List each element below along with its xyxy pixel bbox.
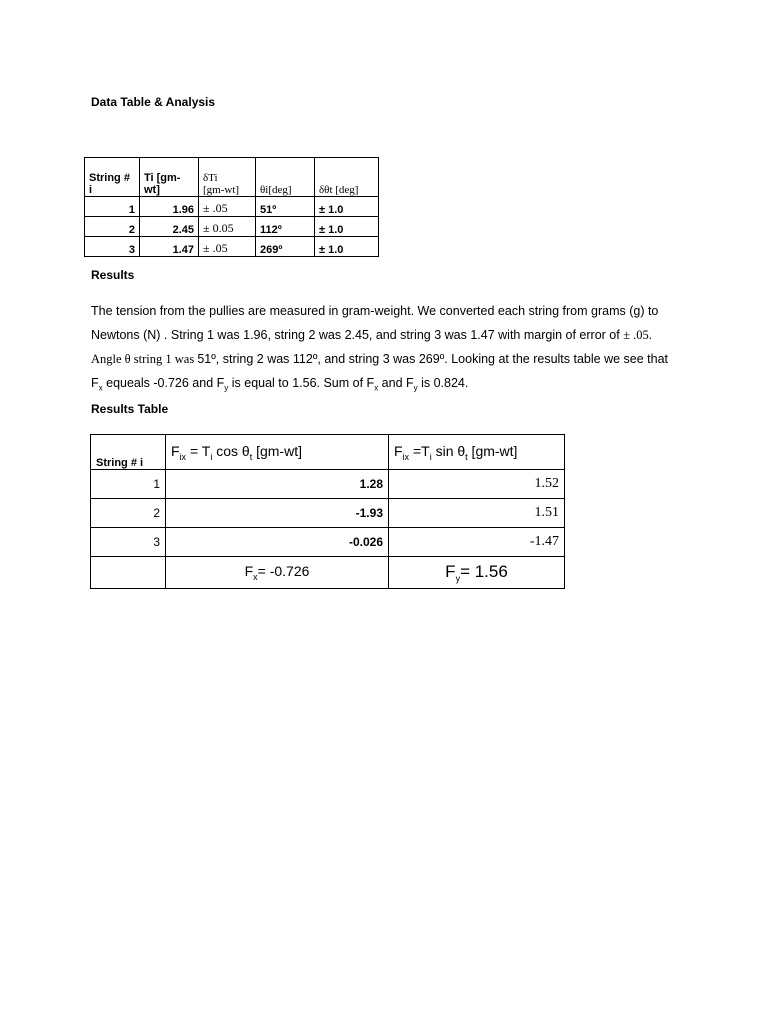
subscript: x [253,571,258,582]
header-dti [199,158,256,197]
subscript: i [429,451,432,462]
table-row [85,217,379,237]
fiy-text: sin θ [431,442,466,459]
table-row [91,528,565,557]
fiy-unit: [gm-wt] [467,442,518,459]
fx-symbol: F [244,563,254,580]
paragraph-text: The tension from the pullies are measured in gram-weight. We converted each string from grams (g) to Newtons (N) . String 1 was 1.96, string 2 was 2.45, and string 3 was 1.47 with margin of error of [91,304,659,342]
header-string: String # i [85,158,140,197]
table-row [85,197,379,217]
subscript: x [374,383,379,393]
subscript: x [98,383,103,393]
header-string: String # i [91,435,166,470]
paragraph-text: and F [378,376,414,390]
cell-theta: 51º [256,197,315,217]
cell-i: 1 [91,470,166,499]
cell-dtheta: ± 1.0 [315,197,379,217]
subscript: y [455,573,461,584]
cell-dt: ± 0.05 [199,217,256,237]
header-ti: Ti [gm-wt] [140,158,199,197]
cell-theta: 269º [256,237,315,257]
table-row [91,499,565,528]
cell-fx-total [166,557,389,589]
table-row [91,470,565,499]
header-dtheta: δθt [deg] [315,158,379,197]
header-fix [166,435,389,470]
subscript: y [413,383,418,393]
subscript: y [224,383,229,393]
cell-fy: 1.52 [389,470,565,499]
subscript: i [210,451,213,462]
cell-dtheta: ± 1.0 [315,237,379,257]
cell-t: 1.96 [140,197,199,217]
fiy-symbol: F [394,442,403,459]
fy-symbol: F [445,561,456,581]
paragraph-text-serif: ± .05. Angle θ string 1 was [91,328,652,366]
fx-total-value: = -0.726 [257,563,310,580]
cell-empty [91,557,166,589]
cell-fy-total [389,557,565,589]
cell-i: 2 [85,217,140,237]
cell-i: 1 [85,197,140,217]
paragraph-text: 51º, string 2 was 112º, and string 3 was 269º. Looking at the results table we see that F [91,352,669,390]
cell-t: 2.45 [140,217,199,237]
paragraph-text: is 0.824. [417,376,469,390]
subscript: ix [402,451,410,462]
cell-fx: -0.026 [166,528,389,557]
header-fiy [389,435,565,470]
data-table [84,157,379,257]
subscript: t [249,451,253,462]
cell-i: 3 [85,237,140,257]
results-table-heading: Results Table [91,402,169,416]
cell-dtheta: ± 1.0 [315,217,379,237]
header-dti-symbol: δTi [203,172,218,184]
fix-text: cos θ [212,442,250,459]
fix-symbol: F [171,442,180,459]
cell-fx: -1.93 [166,499,389,528]
fix-unit: [gm-wt] [252,442,302,459]
cell-i: 3 [91,528,166,557]
paragraph-text: equeals -0.726 and F [102,376,225,390]
cell-fx: 1.28 [166,470,389,499]
cell-dt: ± .05 [199,197,256,217]
cell-dt: ± .05 [199,237,256,257]
subscript: ix [179,451,187,462]
header-dti-unit: [gm-wt] [203,184,240,196]
cell-fy: -1.47 [389,528,565,557]
results-table [90,434,565,589]
fiy-text: =T [409,442,430,459]
results-paragraph [91,299,671,401]
cell-theta: 112º [256,217,315,237]
cell-i: 2 [91,499,166,528]
paragraph-text: is equal to 1.56. Sum of F [228,376,375,390]
cell-t: 1.47 [140,237,199,257]
data-table-header-row [85,158,379,197]
data-table-heading: Data Table & Analysis [91,95,216,109]
subscript: t [465,451,468,462]
header-theta: θi[deg] [256,158,315,197]
fix-text: = T [186,442,211,459]
totals-row [91,557,565,589]
cell-fy: 1.51 [389,499,565,528]
fy-total-value: = 1.56 [460,561,508,581]
results-heading: Results [91,268,135,282]
table-row [85,237,379,257]
results-header-row [91,435,565,470]
